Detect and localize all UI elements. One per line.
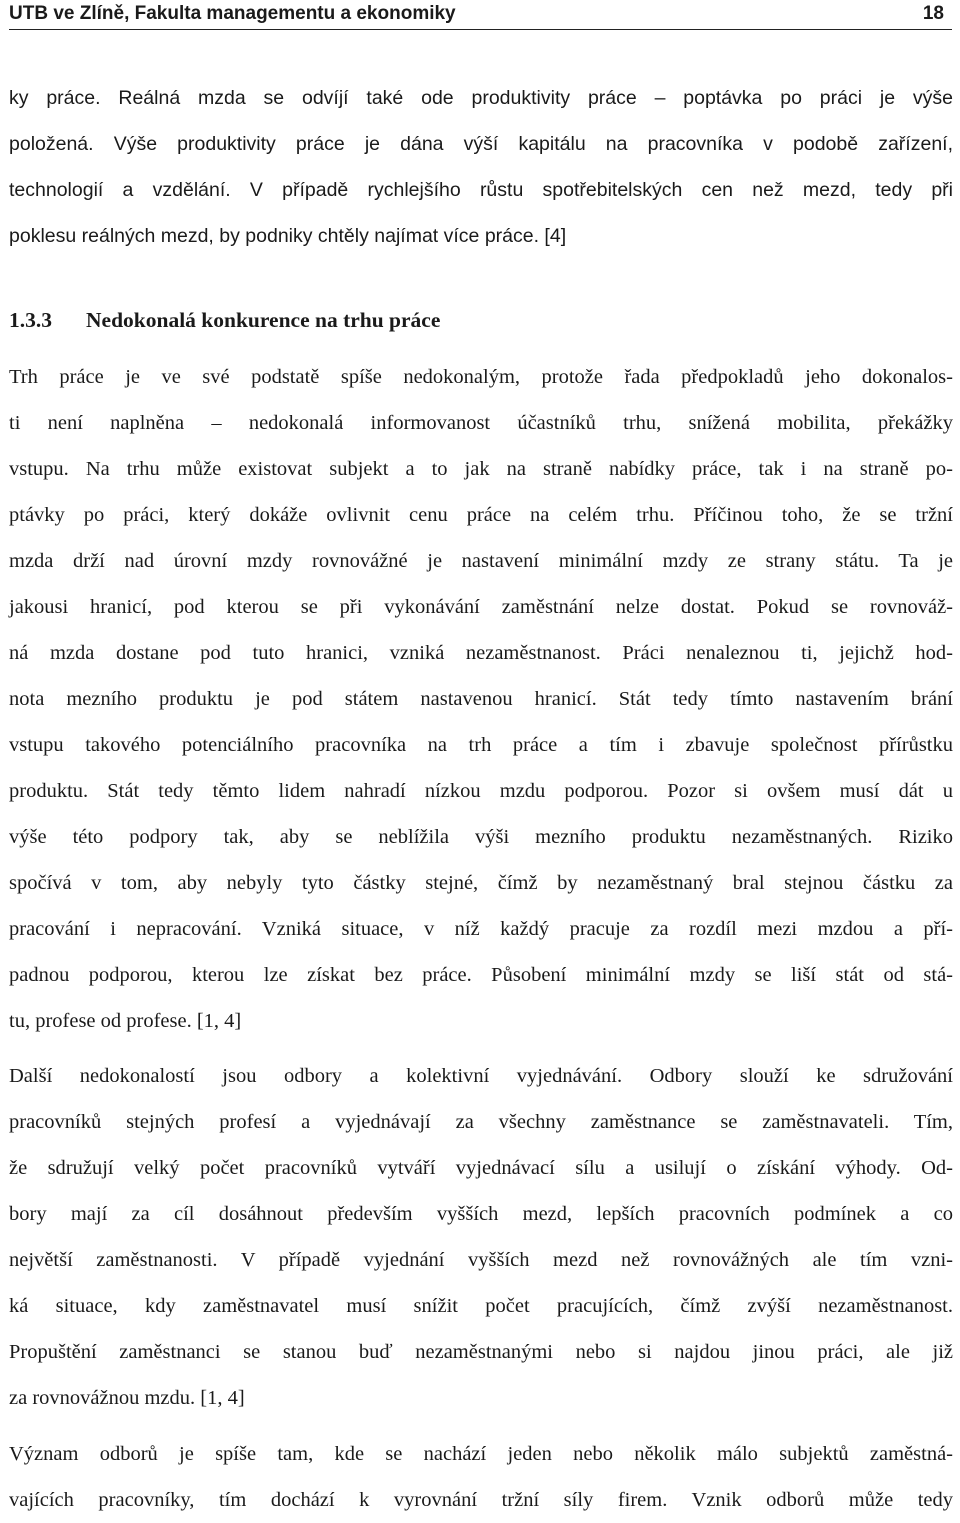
- text-line: ptávky po práci, který dokáže ovlivnit cenu práce na celém trhu. Příčinou toho, že se tržní: [9, 504, 953, 526]
- text-line: největší zaměstnanosti. V případě vyjednání vyšších mezd než rovnovážných ale tím vzni-: [9, 1249, 953, 1271]
- paragraph-3: [9, 1431, 953, 1523]
- text-line: spočívá v tom, aby nebyly tyto částky stejné, čímž by nezaměstnaný bral stejnou částku za: [9, 872, 953, 894]
- text-line: Význam odborů je spíše tam, kde se nachází jeden nebo několik málo subjektů zaměstná-: [9, 1443, 953, 1465]
- text-line: produktu. Stát tedy těmto lidem nahradí nízkou mzdu podporou. Pozor si ovšem musí dát u: [9, 780, 953, 802]
- section-heading: [9, 302, 440, 338]
- text-line: ká situace, kdy zaměstnavatel musí snížit počet pracujících, čímž zvýší nezaměstnanost.: [9, 1295, 953, 1317]
- text-line: Propuštění zaměstnanci se stanou buď nezaměstnanými nebo si najdou jinou práci, ale již: [9, 1341, 953, 1363]
- paragraph-2: [9, 1053, 953, 1421]
- text-line: výše této podpory tak, aby se neblížila výši mezního produktu nezaměstnaných. Riziko: [9, 826, 953, 848]
- text-line: ky práce. Reálná mzda se odvíjí také ode produktivity práce – poptávka po práci je výše: [9, 87, 953, 109]
- text-line: Další nedokonalostí jsou odbory a kolektivní vyjednávání. Odbory slouží ke sdružování: [9, 1065, 953, 1087]
- page-header: [9, 0, 952, 30]
- text-line: vstupu takového potenciálního pracovníka na trh práce a tím i zbavuje společnost přírůstku: [9, 734, 953, 756]
- text-line: ti není naplněna – nedokonalá informovanost účastníků trhu, snížená mobilita, překážky: [9, 412, 953, 434]
- text-line: ná mzda dostane pod tuto hranici, vzniká nezaměstnanost. Práci nenaleznou ti, jejichž hod-: [9, 642, 953, 664]
- page-number: 18: [922, 3, 944, 24]
- paragraph-intro: [9, 75, 953, 259]
- text-line: mzda drží nad úrovní mzdy rovnovážné je nastavení minimální mzdy ze strany státu. Ta je: [9, 550, 953, 572]
- text-line: vstupu. Na trhu může existovat subjekt a to jak na straně nabídky práce, tak i na straně po-: [9, 458, 953, 480]
- text-line: tu, profese od profese. [1, 4]: [9, 1010, 242, 1032]
- text-line: bory mají za cíl dosáhnout především vyšších mezd, lepších pracovních podmínek a co: [9, 1203, 953, 1225]
- text-line: pracovníků stejných profesí a vyjednávají za všechny zaměstnance se zaměstnavateli. Tím,: [9, 1111, 953, 1133]
- text-line: pracování i nepracování. Vzniká situace, v níž každý pracuje za rozdíl mezi mzdou a pří-: [9, 918, 953, 940]
- text-line: poklesu reálných mezd, by podniky chtěly najímat více práce. [4]: [9, 225, 567, 247]
- text-line: že sdružují velký počet pracovníků vytváří vyjednávací sílu a usilují o získání výhody. Od-: [9, 1157, 953, 1179]
- text-line: padnou podporou, kterou lze získat bez práce. Působení minimální mzdy se liší stát od stá-: [9, 964, 953, 986]
- text-line: Trh práce je ve své podstatě spíše nedokonalým, protože řada předpokladů jeho dokonalos-: [9, 366, 953, 388]
- text-line: nota mezního produktu je pod státem nastavenou hranicí. Stát tedy tímto nastavením brání: [9, 688, 953, 710]
- section-number: 1.3.3: [9, 308, 52, 332]
- paragraph-1: [9, 354, 953, 1044]
- text-line: technologií a vzdělání. V případě rychlejšího růstu spotřebitelských cen než mezd, tedy při: [9, 179, 953, 201]
- text-line: za rovnovážnou mzdu. [1, 4]: [9, 1387, 245, 1409]
- text-line: položená. Výše produktivity práce je dána výší kapitálu na pracovníka v podobě zařízení,: [9, 133, 953, 155]
- header-title: UTB ve Zlíně, Fakulta managementu a ekonomiky: [9, 3, 456, 24]
- section-title: Nedokonalá konkurence na trhu práce: [86, 308, 441, 332]
- text-line: jakousi hranicí, pod kterou se při vykonávání zaměstnání nelze dostat. Pokud se rovnováž-: [9, 596, 953, 618]
- text-line: vajících pracovníky, tím dochází k vyrovnání tržní síly firem. Vznik odborů může tedy: [9, 1489, 953, 1511]
